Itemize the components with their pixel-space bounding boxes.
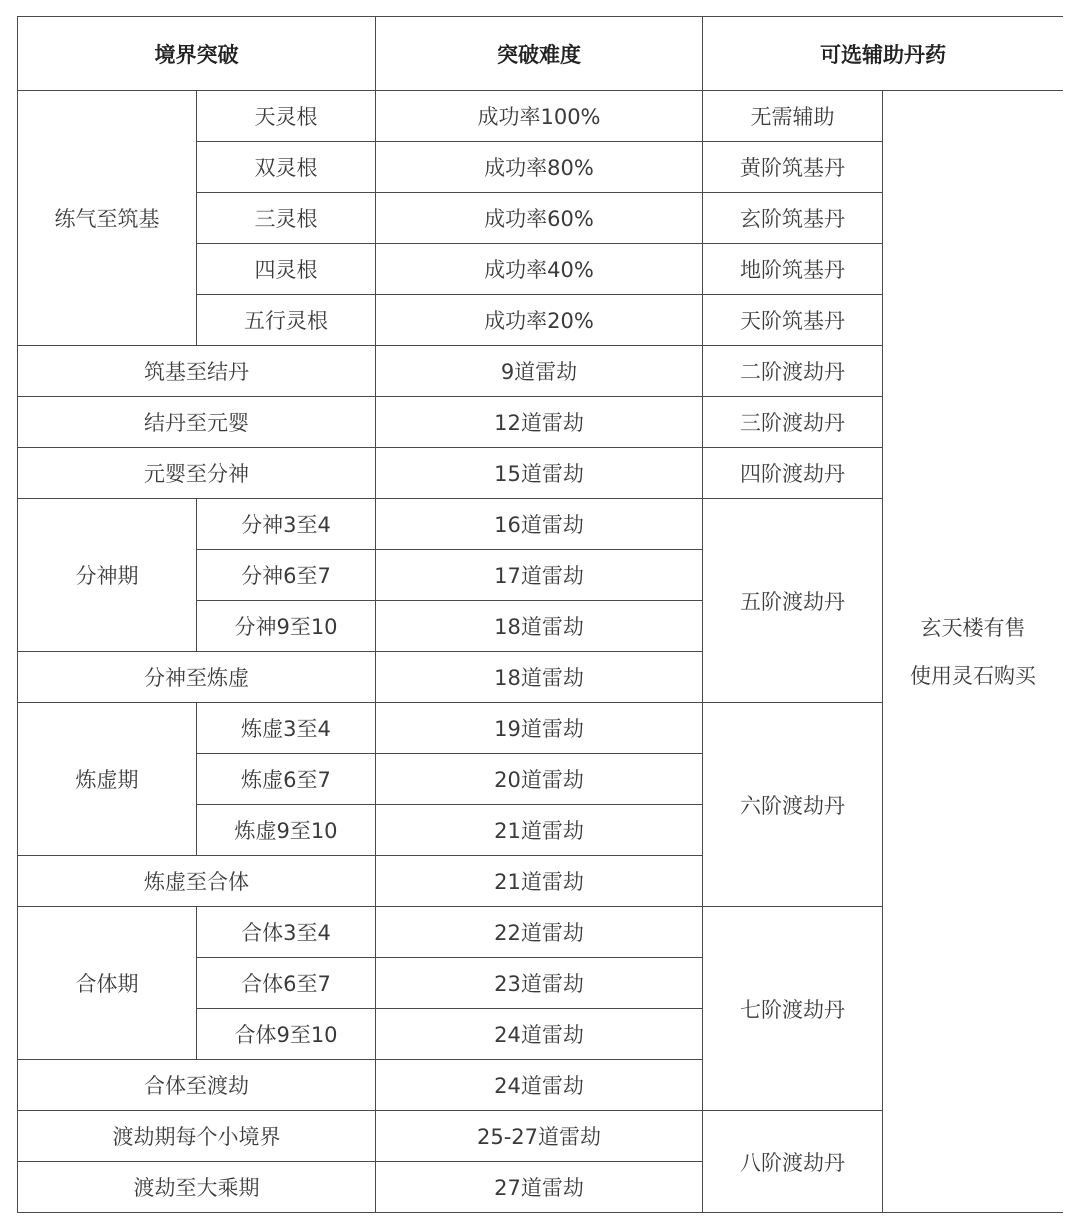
realm-cell: 渡劫至大乘期 (18, 1162, 376, 1213)
header-realm: 境界突破 (18, 17, 376, 91)
difficulty-cell: 成功率60% (376, 193, 703, 244)
pill-cell: 地阶筑基丹 (703, 244, 883, 295)
realm-cell: 炼虚3至4 (197, 703, 376, 754)
group-cell-lianqi: 练气至筑基 (18, 91, 197, 346)
realm-cell: 分神3至4 (197, 499, 376, 550)
difficulty-cell: 22道雷劫 (376, 907, 703, 958)
difficulty-cell: 24道雷劫 (376, 1009, 703, 1060)
realm-cell: 分神至炼虚 (18, 652, 376, 703)
realm-cell: 合体6至7 (197, 958, 376, 1009)
difficulty-cell: 17道雷劫 (376, 550, 703, 601)
realm-cell: 五行灵根 (197, 295, 376, 346)
difficulty-cell: 成功率40% (376, 244, 703, 295)
difficulty-cell: 23道雷劫 (376, 958, 703, 1009)
note-line-2: 使用灵石购买 (910, 663, 1036, 688)
realm-cell: 炼虚9至10 (197, 805, 376, 856)
header-pill: 可选辅助丹药 (703, 17, 1064, 91)
realm-cell: 分神9至10 (197, 601, 376, 652)
note-line-1: 玄天楼有售 (920, 615, 1026, 640)
pill-cell: 天阶筑基丹 (703, 295, 883, 346)
realm-cell: 双灵根 (197, 142, 376, 193)
difficulty-cell: 9道雷劫 (376, 346, 703, 397)
table-container (17, 16, 1063, 1216)
pill-cell: 五阶渡劫丹 (703, 499, 883, 703)
realm-cell: 元婴至分神 (18, 448, 376, 499)
pill-cell: 七阶渡劫丹 (703, 907, 883, 1111)
group-cell-fenshen: 分神期 (18, 499, 197, 652)
realm-cell: 合体9至10 (197, 1009, 376, 1060)
realm-cell: 结丹至元婴 (18, 397, 376, 448)
difficulty-cell: 21道雷劫 (376, 805, 703, 856)
realm-cell: 炼虚至合体 (18, 856, 376, 907)
header-difficulty: 突破难度 (376, 17, 703, 91)
header-row (18, 17, 1064, 91)
realm-cell: 筑基至结丹 (18, 346, 376, 397)
realm-cell: 炼虚6至7 (197, 754, 376, 805)
group-cell-lianxu: 炼虚期 (18, 703, 197, 856)
difficulty-cell: 18道雷劫 (376, 601, 703, 652)
difficulty-cell: 25-27道雷劫 (376, 1111, 703, 1162)
pill-cell: 八阶渡劫丹 (703, 1111, 883, 1213)
difficulty-cell: 成功率80% (376, 142, 703, 193)
difficulty-cell: 18道雷劫 (376, 652, 703, 703)
pill-cell: 六阶渡劫丹 (703, 703, 883, 907)
realm-cell: 三灵根 (197, 193, 376, 244)
difficulty-cell: 成功率100% (376, 91, 703, 142)
difficulty-cell: 16道雷劫 (376, 499, 703, 550)
realm-cell: 天灵根 (197, 91, 376, 142)
realm-cell: 渡劫期每个小境界 (18, 1111, 376, 1162)
difficulty-cell: 12道雷劫 (376, 397, 703, 448)
pill-cell: 玄阶筑基丹 (703, 193, 883, 244)
difficulty-cell: 15道雷劫 (376, 448, 703, 499)
note-cell (883, 91, 1064, 1213)
difficulty-cell: 20道雷劫 (376, 754, 703, 805)
pill-cell: 二阶渡劫丹 (703, 346, 883, 397)
realm-cell: 分神6至7 (197, 550, 376, 601)
table-row (18, 91, 1064, 142)
difficulty-cell: 27道雷劫 (376, 1162, 703, 1213)
pill-cell: 三阶渡劫丹 (703, 397, 883, 448)
realm-cell: 合体3至4 (197, 907, 376, 958)
difficulty-cell: 成功率20% (376, 295, 703, 346)
pill-cell: 无需辅助 (703, 91, 883, 142)
realm-breakthrough-table (17, 16, 1063, 1213)
difficulty-cell: 19道雷劫 (376, 703, 703, 754)
realm-cell: 四灵根 (197, 244, 376, 295)
group-cell-heti: 合体期 (18, 907, 197, 1060)
realm-cell: 合体至渡劫 (18, 1060, 376, 1111)
difficulty-cell: 24道雷劫 (376, 1060, 703, 1111)
pill-cell: 黄阶筑基丹 (703, 142, 883, 193)
pill-cell: 四阶渡劫丹 (703, 448, 883, 499)
difficulty-cell: 21道雷劫 (376, 856, 703, 907)
